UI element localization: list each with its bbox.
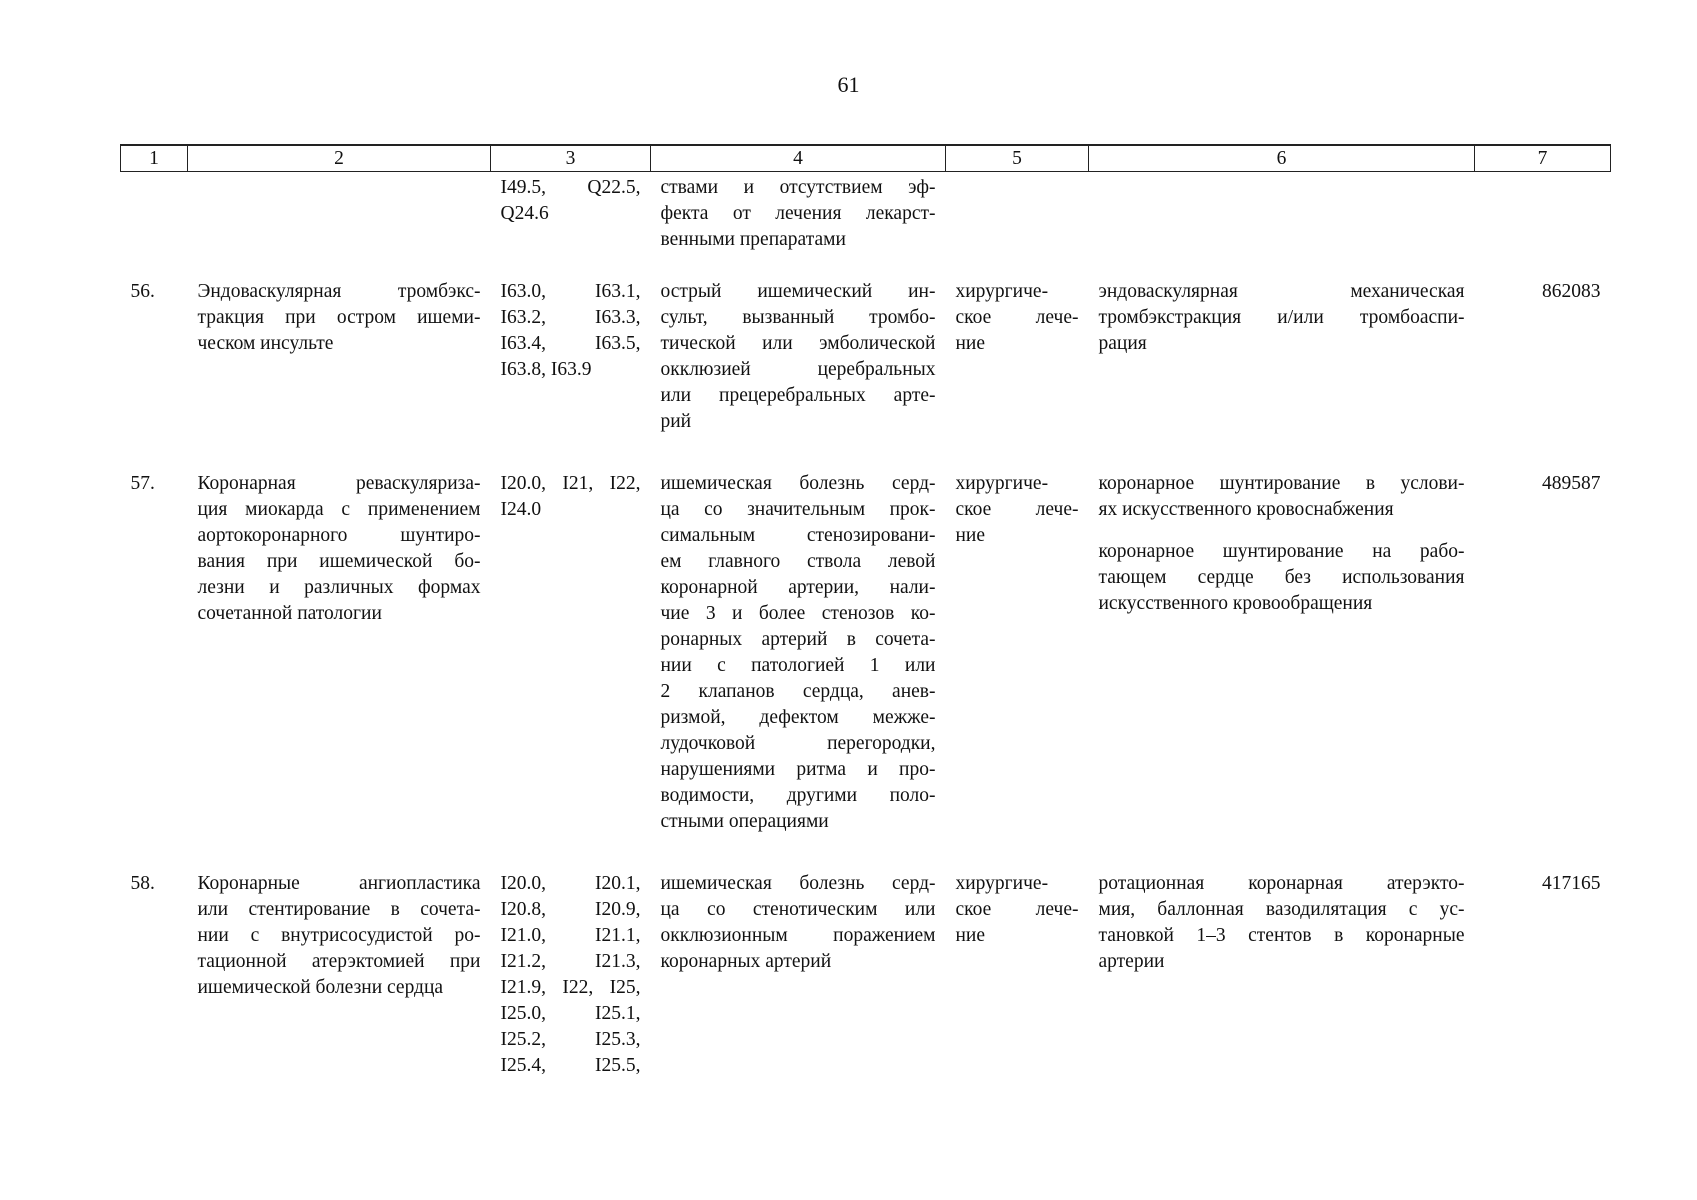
table-row [121,172,1611,280]
column-number-header [121,145,1611,172]
patient-model: острый ишемический ин- сульт, вызванный тромбо- тической или эмболической окклюзией церебральных или прецеребральных арте- рий [660,281,936,432]
cost-value: 862083 [1542,281,1601,302]
row-number [121,172,188,280]
service-name: Коронарные ангиопластика или стентирование в сочета- нии с внутрисосудистой ро- тационной атерэктомией при ишемической болезни сердца [197,873,481,998]
column-header-2: 2 [188,145,491,172]
service-name: Эндоваскулярная тромбэкс- тракция при остром ишеми- ческом инсульте [197,281,481,354]
cost-value: 417165 [1542,873,1601,894]
treatment-method: эндоваскулярная механическая тромбэкстракция и/или тромбоаспи- рация [1098,281,1465,354]
column-header-1: 1 [121,145,188,172]
treatment-type: хирургиче- ское лече- ние [955,281,1079,354]
column-header-6: 6 [1089,145,1475,172]
table-row [121,471,1611,871]
service-name [188,172,491,280]
cost-value [1475,172,1611,280]
treatment-type: хирургиче- ское лече- ние [955,873,1079,946]
cost-value: 489587 [1542,473,1601,494]
column-header-5: 5 [946,145,1089,172]
row-number: 57. [130,473,155,494]
treatment-method-item: коронарное шунтирование на рабо- тающем сердце без использования искусственного кровообращения [1098,541,1465,614]
row-number: 58. [130,873,155,894]
treatment-type: хирургиче- ское лече- ние [955,473,1079,546]
table-row [121,871,1611,1115]
treatment-method-item: коронарное шунтирование в услови- ях искусственного кровоснабжения [1098,473,1465,520]
column-header-7: 7 [1475,145,1611,172]
icd-codes: I20.0, I21, I22, I24.0 [500,473,641,520]
patient-model: ишемическая болезнь серд- ца со значительным прок- симальным стенозировани- ем главного ствола левой коронарной артерии, нали- чие 3 и более стенозов ко- ронарных артерий в сочета- нии с патологией 1 или 2 клапанов сердца, анев- ризмой, дефектом межже- лудочковой перегородки, нарушениями ритма и про- водимости, другими поло- стными операциями [660,473,936,832]
icd-codes: I49.5, Q22.5, Q24.6 [500,177,641,224]
table-row [121,279,1611,471]
column-header-3: 3 [491,145,651,172]
patient-model: ишемическая болезнь серд- ца со стенотическим или окклюзионным поражением коронарных артерий [660,873,936,972]
services-table [120,144,1611,1115]
treatment-method [1089,172,1475,280]
treatment-method: ротационная коронарная атерэкто- мия, баллонная вазодилятация с ус- тановкой 1–3 стентов в коронарные артерии [1098,873,1465,972]
icd-codes: I63.0, I63.1, I63.2, I63.3, I63.4, I63.5, I63.8, I63.9 [500,281,641,380]
icd-codes: I20.0, I20.1, I20.8, I20.9, I21.0, I21.1, I21.2, I21.3, I21.9, I22, I25, I25.0, I25.1, I25.2, I25.3, I25.4, I25.5, [500,873,641,1076]
page-number: 61 [837,72,860,97]
column-header-4: 4 [651,145,946,172]
patient-model: ствами и отсутствием эф- фекта от лечения лекарст- венными препаратами [660,177,936,250]
treatment-type [946,172,1089,280]
service-name: Коронарная реваскуляриза- ция миокарда с применением аортокоронарного шунтиро- вания при ишемической бо- лезни и различных формах сочетанной патологии [197,473,481,624]
treatment-method [1089,471,1475,871]
row-number: 56. [130,281,155,302]
